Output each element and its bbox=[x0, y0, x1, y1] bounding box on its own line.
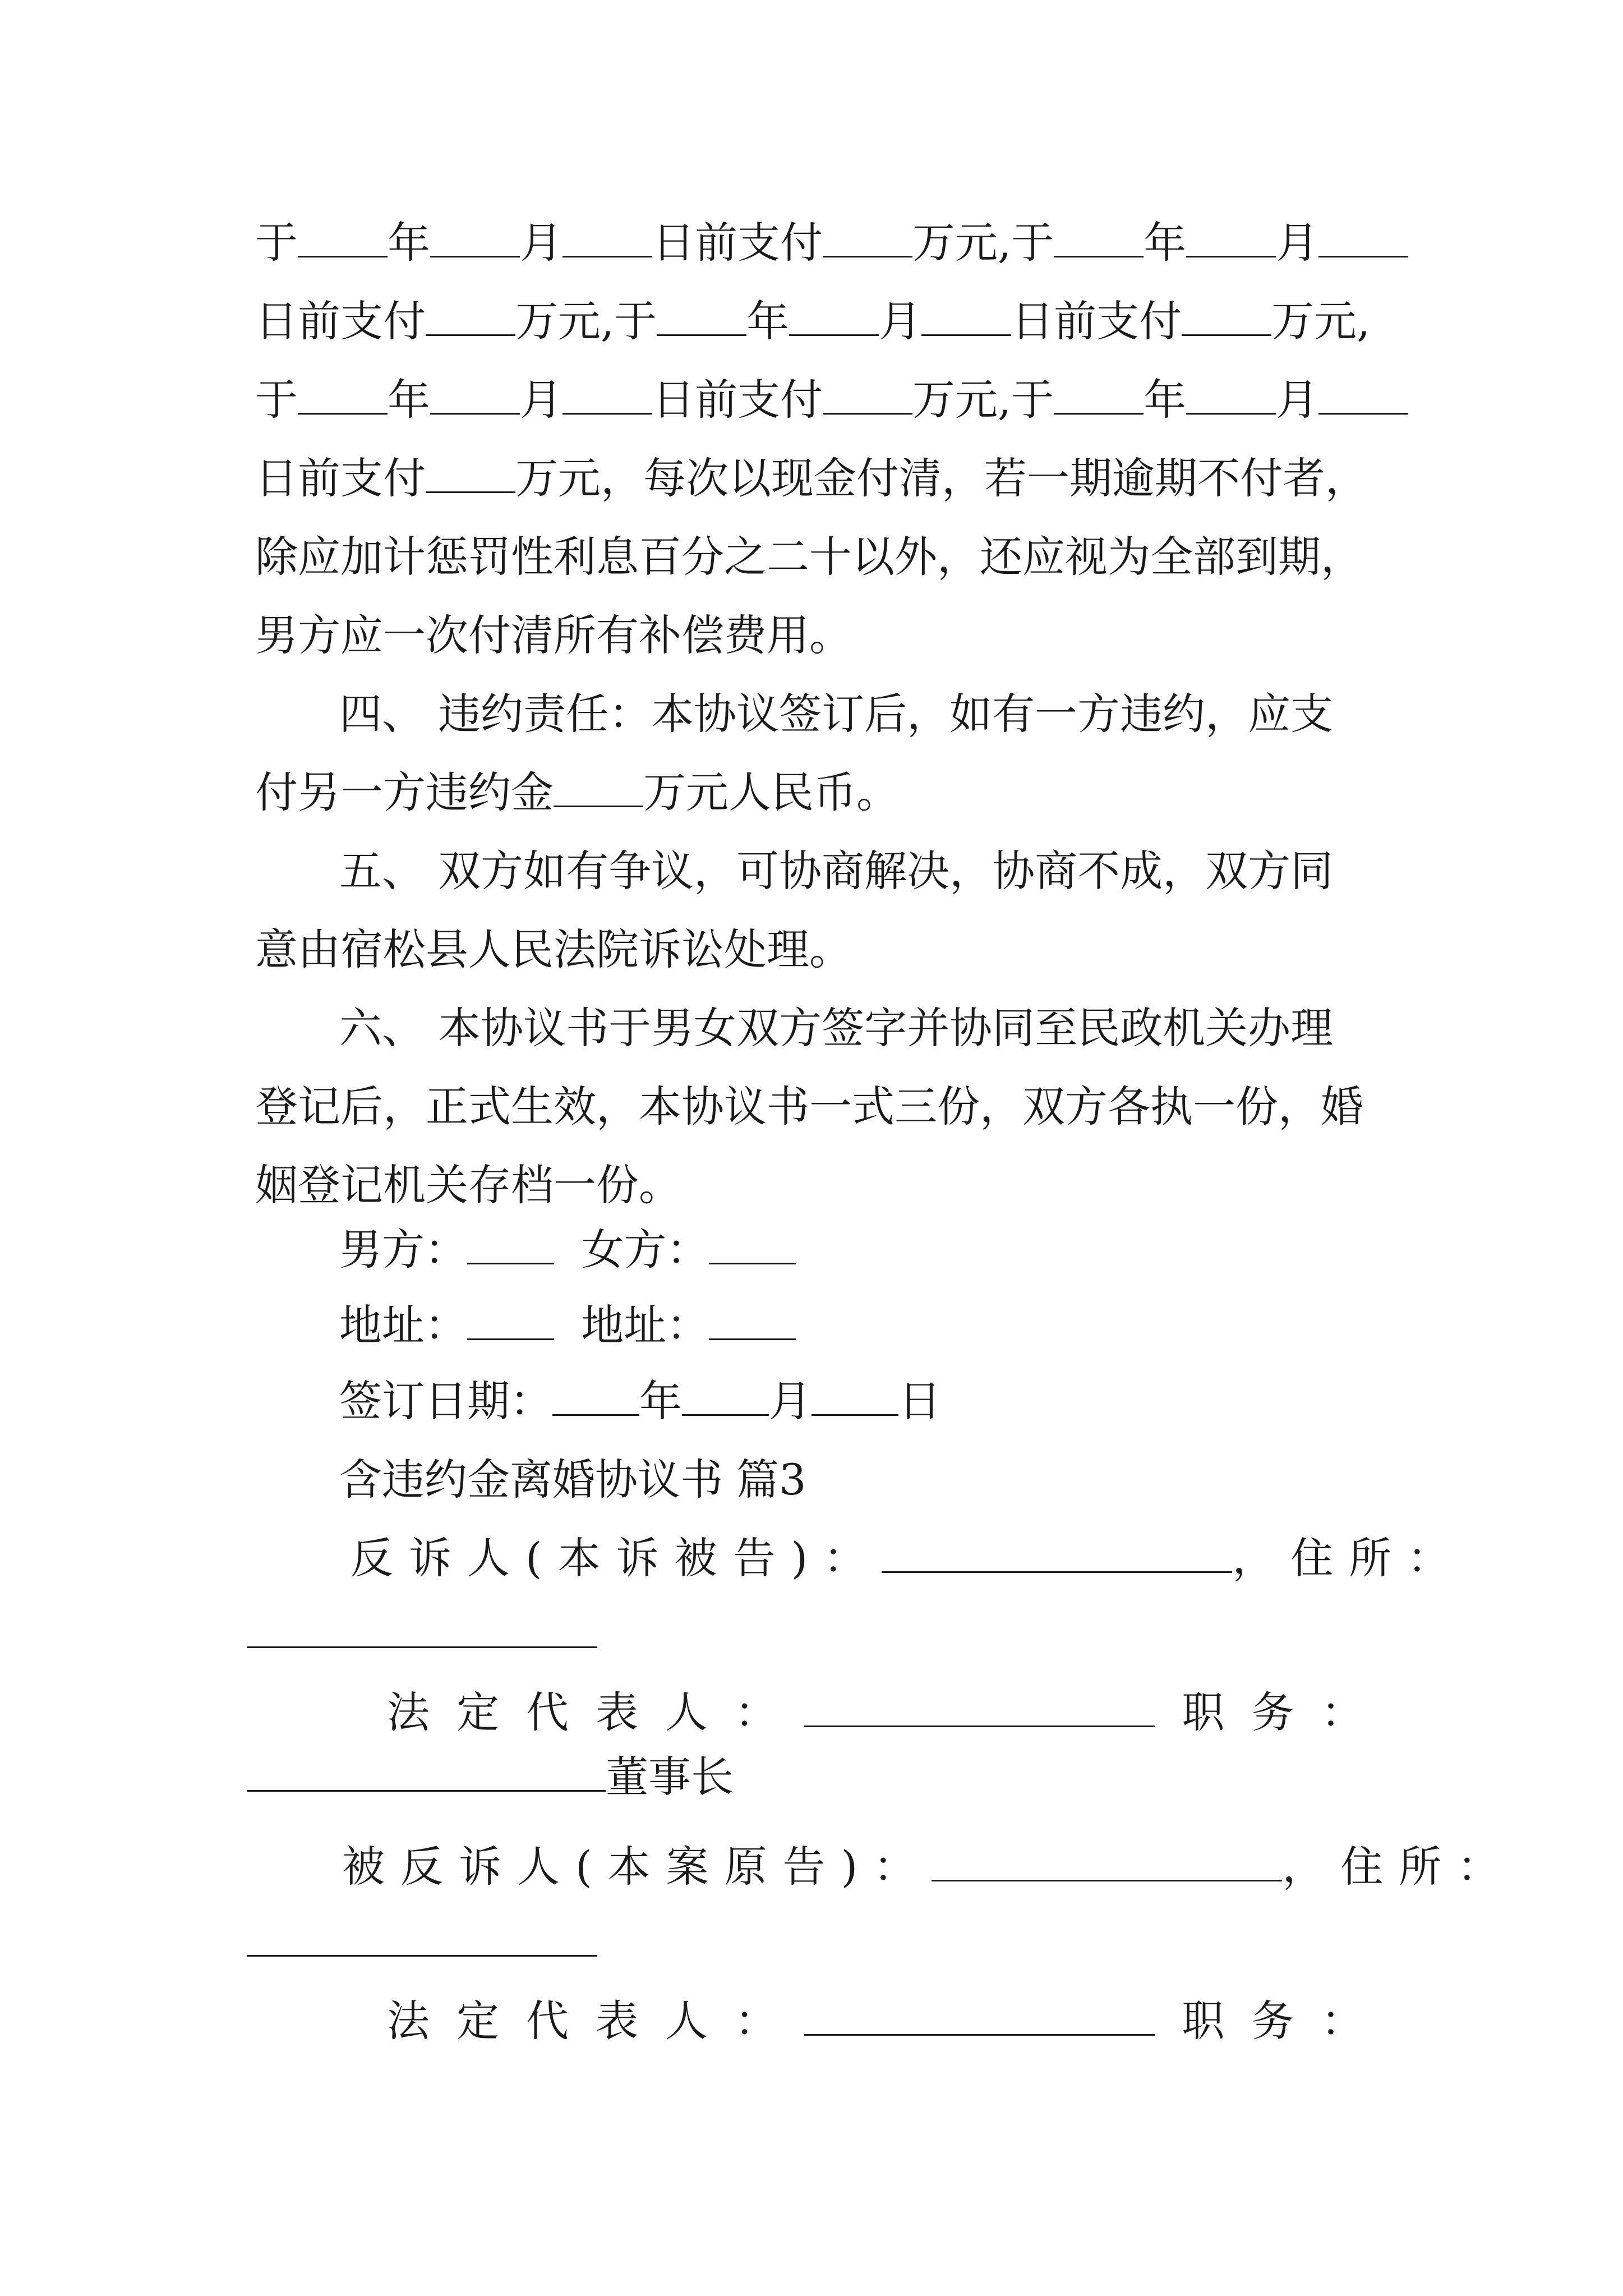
clause-6-line-2: 登记后，正式生效，本协议书一式三份，双方各执一份，婚 bbox=[255, 1082, 1363, 1131]
clause-4-line-1: 四、 违约责任：本协议签订后，如有一方违约，应支 bbox=[339, 689, 1334, 739]
payment-line-3: 于 年 月 日前支付 万元,于 年 月 bbox=[255, 373, 1408, 427]
payment-line-1: 于 年 月 日前支付 万元,于 年 月 bbox=[255, 216, 1408, 270]
clause-5-line-2: 意由宿松县人民法院诉讼处理。 bbox=[255, 924, 852, 974]
payment-line-4: 日前支付 万元，每次以现金付清，若一期逾期不付者， bbox=[255, 453, 1368, 503]
signing-date-line: 签订日期： 年 月 日 bbox=[339, 1376, 941, 1426]
clause-4-line-2: 付另一方违约金 万元人民币。 bbox=[255, 767, 899, 817]
section-3-heading: 含违约金离婚协议书 篇3 bbox=[339, 1455, 806, 1504]
residence-blank-2 bbox=[247, 1955, 597, 1957]
payment-line-6: 男方应一次付清所有补偿费用。 bbox=[255, 610, 852, 660]
party-names-line: 男方： 女方： bbox=[339, 1223, 796, 1277]
residence-blank-1 bbox=[247, 1646, 597, 1648]
legal-rep-line-1: 法定代表人： 职务： bbox=[387, 1687, 1391, 1737]
address-line: 地址： 地址： bbox=[339, 1299, 796, 1352]
payment-line-5: 除应加计惩罚性利息百分之二十以外，还应视为全部到期， bbox=[255, 532, 1363, 582]
clause-6-line-3: 姻登记机关存档一份。 bbox=[255, 1160, 681, 1210]
legal-rep-line-2: 法定代表人： 职务： bbox=[387, 1996, 1391, 2046]
clause-6-line-1: 六、 本协议书于男女双方签字并协同至民政机关办理 bbox=[339, 1003, 1334, 1053]
counterclaimant-line: 反诉人(本诉被告)： ，住所： bbox=[351, 1533, 1466, 1583]
respondent-line: 被反诉人(本案原告)： ，住所： bbox=[342, 1842, 1516, 1892]
chairman-line: 董事长 bbox=[247, 1750, 734, 1804]
payment-line-2: 日前支付 万元,于 年 月 日前支付 万元, bbox=[255, 296, 1371, 346]
clause-5-line-1: 五、 双方如有争议，可协商解决，协商不成，双方同 bbox=[339, 846, 1334, 896]
